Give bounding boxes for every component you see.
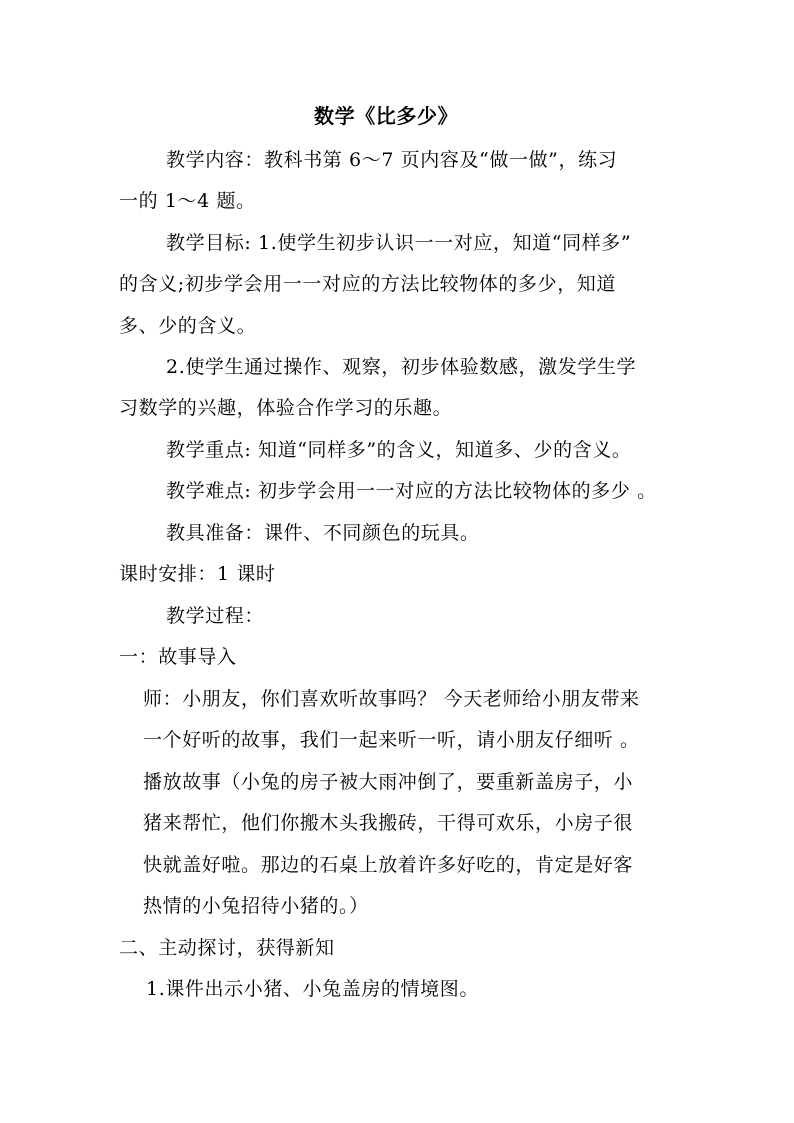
story-line: 一个好听的故事，我们一起来听一听，请小朋友仔细听 。 xyxy=(143,729,640,751)
story-line: 师：小朋友，你们喜欢听故事吗？ 今天老师给小朋友带来 xyxy=(143,688,640,710)
objective-line: 2.使学生通过操作、观察，初步体验数感，激发学生学 xyxy=(166,356,637,378)
schedule-line: 课时安排：1 课时 xyxy=(119,563,276,585)
content-line: 一的 1～4 题。 xyxy=(119,190,256,212)
difficulty-line: 教学难点: 初步学会用一一对应的方法比较物体的多少 。 xyxy=(166,480,657,502)
objective-line: 教学目标: 1.使学生初步认识一一对应，知道“同样多” xyxy=(166,232,632,254)
document-title: 数学《比多少》 xyxy=(314,104,459,128)
materials-line: 教具准备：课件、不同颜色的玩具。 xyxy=(166,522,480,544)
objective-line: 多、少的含义。 xyxy=(119,315,257,337)
story-line: 热情的小兔招待小猪的。） xyxy=(143,895,369,917)
objective-line: 习数学的兴趣，体验合作学习的乐趣。 xyxy=(119,397,453,419)
process-heading: 教学过程： xyxy=(166,605,265,627)
section-heading: 一：故事导入 xyxy=(119,646,237,668)
content-line: 教学内容：教科书第 6～7 页内容及“做一做”，练习 xyxy=(166,149,618,171)
content-line: 1.课件出示小猪、小兔盖房的情境图。 xyxy=(146,978,479,1000)
section-heading: 二、主动探讨，获得新知 xyxy=(119,937,335,959)
objective-line: 的含义;初步学会用一一对应的方法比较物体的多少，知道 xyxy=(119,273,617,295)
story-line: 快就盖好啦。那边的石桌上放着许多好吃的，肯定是好客 xyxy=(143,854,634,876)
story-line: 播放故事（小兔的房子被大雨冲倒了，要重新盖房子，小 xyxy=(143,771,634,793)
key-point-line: 教学重点: 知道“同样多”的含义，知道多、少的含义。 xyxy=(166,439,632,461)
story-line: 猪来帮忙，他们你搬木头我搬砖，干得可欢乐，小房子很 xyxy=(143,812,634,834)
